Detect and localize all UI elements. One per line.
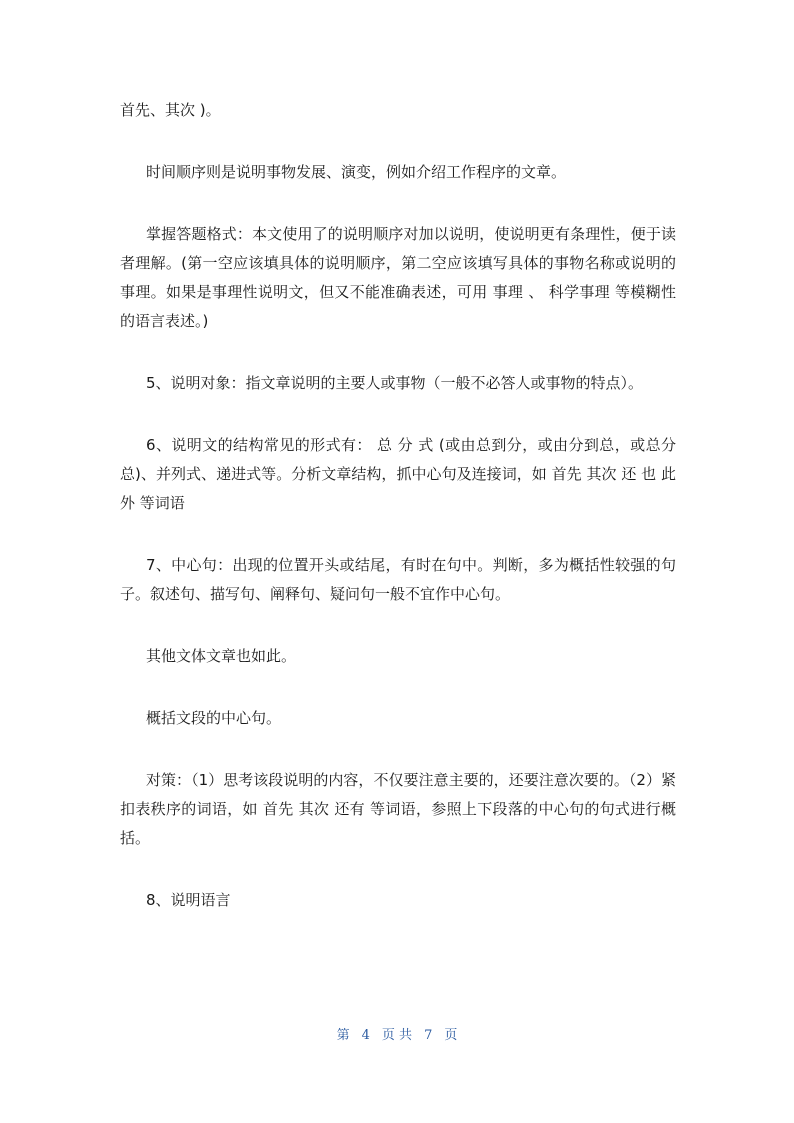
paragraph-central-sentence: 7、中心句：出现的位置开头或结尾，有时在句中。判断，多为概括性较强的句子。叙述句、描写句、阐释句、疑问句一般不宜作中心句。: [120, 556, 676, 603]
paragraph-summarize: 概括文段的中心句。: [146, 709, 282, 727]
paragraph-continuation: 首先、其次 )。: [120, 101, 221, 119]
page-label-prefix: 第: [336, 1028, 350, 1043]
paragraph-strategy: 对策：（1）思考该段说明的内容，不仅要注意主要的，还要注意次要的。（2）紧扣表秩序的词语，如 首先 其次 还有 等词语，参照上下段落的中心句的句式进行概括。: [120, 771, 676, 847]
paragraph-other-styles: 其他文体文章也如此。: [146, 647, 297, 665]
paragraph-answer-format: 掌握答题格式：本文使用了的说明顺序对加以说明，使说明更有条理性，便于读者理解。(第一空应该填具体的说明顺序，第二空应该填写具体的事物名称或说明的事理。如果是事理性说明文，但又不能准确表述，可用 事理 、 科学事理 等模糊性的语言表述。): [120, 225, 676, 330]
current-page-number: 4: [361, 1028, 370, 1043]
paragraph-explanation-object: 5、说明对象：指文章说明的主要人或事物（一般不必答人或事物的特点）。: [146, 374, 644, 392]
paragraph-time-order: 时间顺序则是说明事物发展、演变，例如介绍工作程序的文章。: [146, 163, 567, 181]
paragraph-structure: 6、说明文的结构常见的形式有： 总 分 式 (或由总到分，或由分到总，或总分总)、并列式、递进式等。分析文章结构，抓中心句及连接词，如 首先 其次 还 也 此外 等词语: [120, 436, 676, 512]
document-body: [120, 96, 676, 948]
page-footer: [0, 1024, 794, 1043]
total-pages-number: 7: [424, 1028, 433, 1043]
page-label-mid: 页 共: [381, 1028, 413, 1043]
page-label-suffix: 页: [444, 1028, 458, 1043]
paragraph-language-heading: 8、说明语言: [146, 891, 231, 909]
